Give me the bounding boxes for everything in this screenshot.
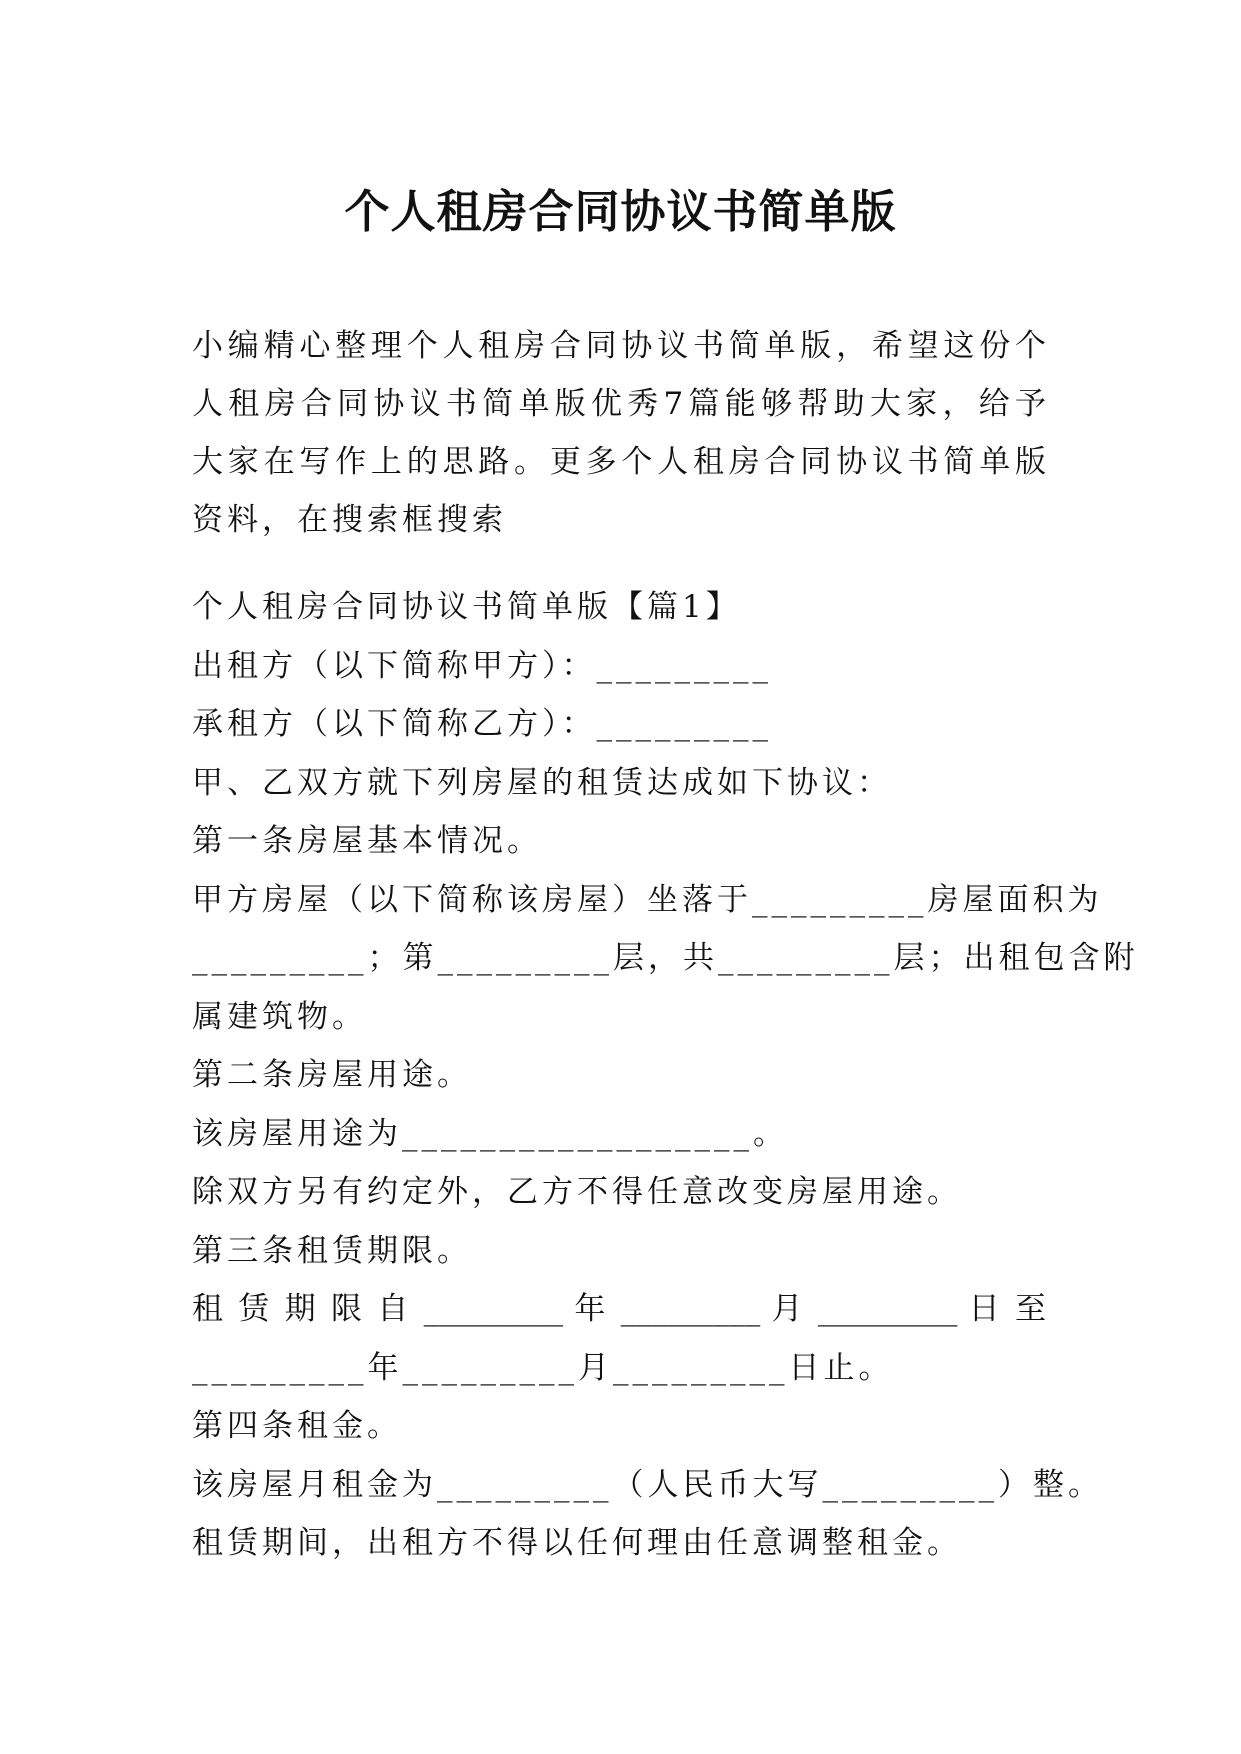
clause-1-text-line-2: _________；第_________层，共_________层；出租包含附 [192,940,1139,976]
clause-4-title: 第四条租金。 [192,1408,402,1444]
clause-3-word: 日 [968,1291,1004,1327]
clause-3-word: 至 [1014,1291,1050,1327]
clause-3-word: 月 [771,1291,807,1327]
section-heading: 个人租房合同协议书简单版【篇1】 [192,589,741,625]
clause-3-word: 年 [574,1291,610,1327]
clause-3-blank: _________ [423,1291,564,1327]
clause-1-text-line-1: 甲方房屋（以下简称该房屋）坐落于_________房屋面积为 [192,881,1103,918]
clause-3-word: 自 [377,1291,413,1327]
clause-4-text-line-1: 该房屋月租金为_________（人民币大写_________）整。 [192,1466,1103,1503]
clause-3-title: 第三条租赁期限。 [192,1232,472,1269]
clause-3-text-line-1 [192,1280,1050,1339]
clause-4-text-line-2: 租赁期间，出租方不得以任何理由任意调整租金。 [192,1525,962,1561]
clause-1-title: 第一条房屋基本情况。 [192,823,542,859]
clause-3-word: 期 [284,1291,320,1327]
lessee-line: 承租方（以下简称乙方）：_________ [192,706,772,742]
clause-3-text-line-2: _________年_________月_________日止。 [192,1349,894,1386]
clause-3-word: 限 [330,1291,366,1327]
document-title: 个人租房合同协议书简单版 [344,185,897,239]
clause-1-text-line-3: 属建筑物。 [192,998,367,1035]
clause-2-title: 第二条房屋用途。 [192,1057,472,1093]
clause-3-blank: _________ [620,1291,761,1327]
clause-2-text-line-1: 该房屋用途为__________________。 [192,1115,788,1152]
lessor-line: 出租方（以下简称甲方）：_________ [192,647,772,684]
clause-2-text-line-2: 除双方另有约定外，乙方不得任意改变房屋用途。 [192,1174,962,1210]
clause-3-word: 赁 [238,1291,274,1327]
agreement-intro: 甲、乙双方就下列房屋的租赁达成如下协议： [192,764,892,801]
clause-3-word: 租 [192,1291,227,1327]
clause-3-blank: _________ [817,1291,958,1327]
intro-paragraph: 小编精心整理个人租房合同协议书简单版，希望这份个人租房合同协议书简单版优秀7篇能够帮助大家，给予大家在写作上的思路。更多个人租房合同协议书简单版资料，在搜索框搜索 [192,328,1050,538]
contract-body [192,578,1139,1573]
